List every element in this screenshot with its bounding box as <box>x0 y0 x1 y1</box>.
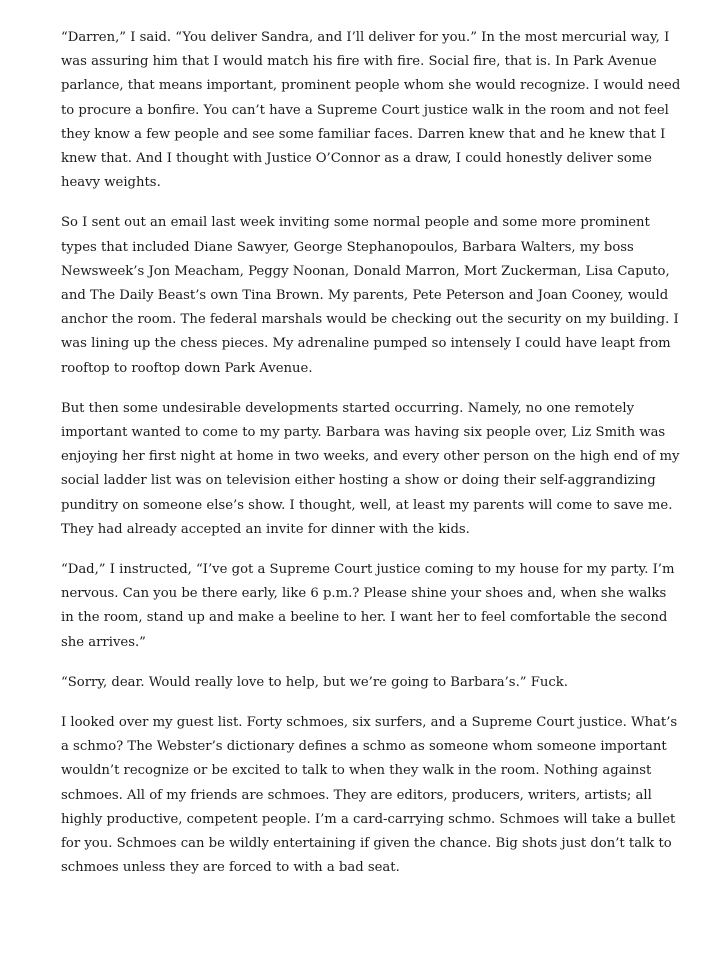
paragraph-darren-quote: “Darren,” I said. “You deliver Sandra, and I’ll deliver for you.” In the most mercurial way, I was assuring him that I would match his fire with fire. Social fire, that is. In Park Avenue parlance, that means important, prominent people whom she would recognize. I would need to procure a bonfire. You can’t have a Supreme Court justice walk in the room and not feel they know a few people and see some familiar faces. Darren knew that and he knew that I knew that. And I thought with Justice O’Connor as a draw, I could honestly deliver some heavy weights. <box>61 30 681 191</box>
paragraph-guest-list-schmoes: I looked over my guest list. Forty schmoes, six surfers, and a Supreme Court justice. What’s a schmo? The Webster’s dictionary defines a schmo as someone whom someone important wouldn’t recognize or be excited to talk to when they walk in the room. Nothing against schmoes. All of my friends are schmoes. They are editors, producers, writers, artists; all highly productive, competent people. I’m a card-carrying schmo. Schmoes will take a bullet for you. Schmoes can be wildly entertaining if given the chance. Big shots just don’t talk to schmoes unless they are forced to with a bad seat. <box>61 715 678 876</box>
paragraph-dad-instruction: “Dad,” I instructed, “I’ve got a Supreme Court justice coming to my house for my party. I’m nervous. Can you be there early, like 6 p.m.? Please shine your shoes and, when she walks in the room, stand up and make a beeline to her. I want her to feel comfortable the second she arrives.” <box>61 562 675 650</box>
paragraph-sorry-dear: “Sorry, dear. Would really love to help, but we’re going to Barbara’s.” Fuck. <box>61 674 568 690</box>
paragraph-guest-invites: So I sent out an email last week inviting some normal people and some more prominent types that included Diane Sawyer, George Stephanopoulos, Barbara Walters, my boss Newsweek’s Jon Meacham, Peggy Noonan, Donald Marron, Mort Zuckerman, Lisa Caputo, and The Daily Beast’s own Tina Brown. My parents, Pete Peterson and Joan Cooney, would anchor the room. The federal marshals would be checking out the security on my building. I was lining up the chess pieces. My adrenaline pumped so intensely I could have leapt from rooftop to rooftop down Park Avenue. <box>61 215 679 376</box>
paragraph-undesirable-developments: But then some undesirable developments started occurring. Namely, no one remotely important wanted to come to my party. Barbara was having six people over, Liz Smith was enjoying her first night at home in two weeks, and every other person on the high end of my social ladder list was on television either hosting a show or doing their self-aggrandizing punditry on someone else’s show. I thought, well, at least my parents will come to save me. They had already accepted an invite for dinner with the kids. <box>61 400 680 537</box>
document-page <box>61 26 681 897</box>
